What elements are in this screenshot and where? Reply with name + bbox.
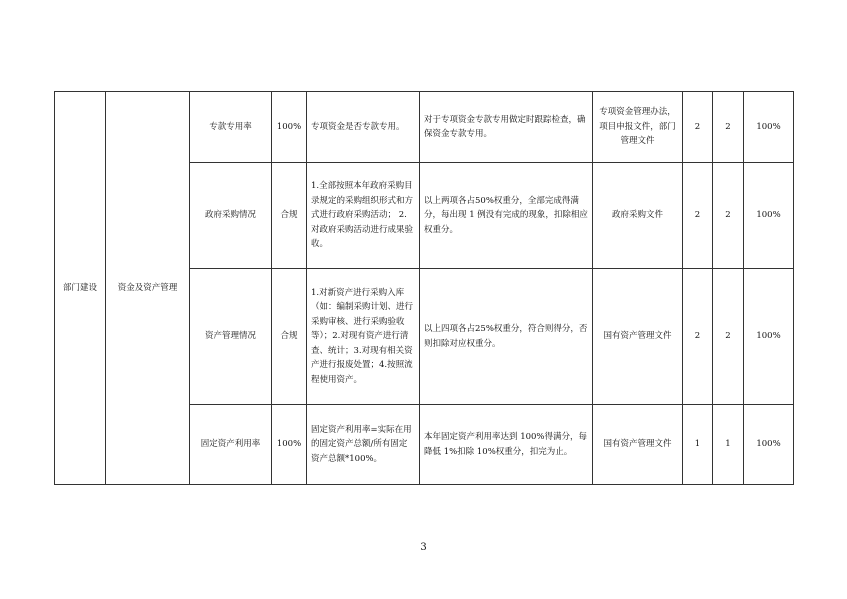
basis-cell: 国有资产管理文件 [593,405,683,485]
subcategory-cell: 资金及资产管理 [106,92,190,485]
basis-cell: 政府采购文件 [593,163,683,269]
score-cell: 2 [713,163,744,269]
rate-cell: 100% [744,92,794,163]
score-cell: 2 [713,92,744,163]
target-cell: 100% [272,92,307,163]
description-cell: 专项资金是否专款专用。 [307,92,420,163]
basis-cell: 国有资产管理文件 [593,269,683,405]
table-row [55,92,794,163]
basis-cell: 专项资金管理办法，项目申报文件，部门管理文件 [593,92,683,163]
score-cell: 2 [713,269,744,405]
target-cell: 合规 [272,163,307,269]
description-cell: 1.对新资产进行采购入库（如：编制采购计划、进行 采购审核、进行采购验收等）；2.对现有资产进行清查、统计；3.对现有相关资产进行报废处置；4.按照流程使用资产。 [307,269,420,405]
category-cell: 部门建设 [55,92,106,485]
indicator-cell: 固定资产利用率 [190,405,272,485]
target-cell: 100% [272,405,307,485]
scoring-cell: 对于专项资金专款专用做定时跟踪检查，确保资金专款专用。 [420,92,593,163]
target-cell: 合规 [272,269,307,405]
rate-cell: 100% [744,163,794,269]
scoring-cell: 以上四项各占25%权重分，符合则得分，否则扣除对应权重分。 [420,269,593,405]
weight-cell: 2 [683,269,713,405]
page-number: 3 [420,542,427,553]
indicator-cell: 资产管理情况 [190,269,272,405]
weight-cell: 1 [683,405,713,485]
rate-cell: 100% [744,405,794,485]
evaluation-table [54,91,794,485]
scoring-cell: 以上两项各占50%权重分，全部完成得满分，每出现 1 例没有完成的现象，扣除相应权重分。 [420,163,593,269]
description-cell: 1.全部按照本年政府采购目录规定的采购组织形式和方式进行政府采购活动； 2.对政府采购活动进行成果验收。 [307,163,420,269]
indicator-cell: 政府采购情况 [190,163,272,269]
indicator-cell: 专款专用率 [190,92,272,163]
weight-cell: 2 [683,163,713,269]
rate-cell: 100% [744,269,794,405]
description-cell: 固定资产利用率=实际在用的固定资产总额/所有固定资产总额*100%。 [307,405,420,485]
scoring-cell: 本年固定资产利用率达到 100%得满分，每降低 1%扣除 10%权重分，扣完为止。 [420,405,593,485]
score-cell: 1 [713,405,744,485]
weight-cell: 2 [683,92,713,163]
